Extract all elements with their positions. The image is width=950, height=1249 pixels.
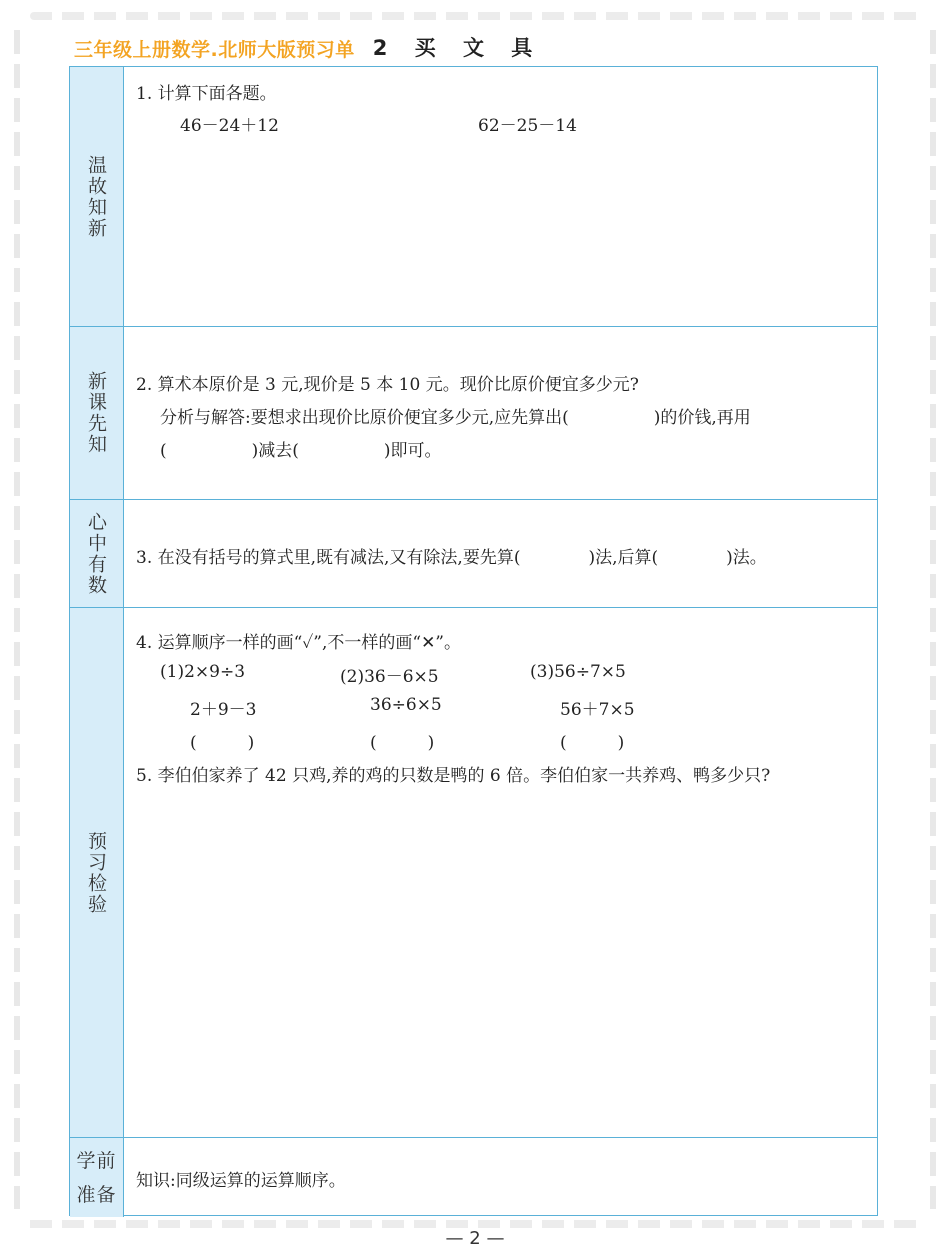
section-label: 心中有数 xyxy=(85,511,107,596)
section-label-cell xyxy=(70,327,124,499)
page-border-left xyxy=(14,30,20,1209)
question-5-title: 5. 李伯伯家养了 42 只鸡,养的鸡的只数是鸭的 6 倍。李伯伯家一共养鸡、鸭多少只? xyxy=(136,766,771,786)
page-number: — 2 — xyxy=(445,1228,505,1249)
section-check xyxy=(70,608,877,1138)
section-label-line-2: 准备 xyxy=(76,1183,117,1206)
page-header xyxy=(74,30,542,62)
section-label-cell xyxy=(70,608,124,1137)
page-border-right xyxy=(930,30,936,1209)
section-content xyxy=(124,500,877,607)
prep-knowledge-text: 知识:同级运算的运算顺序。 xyxy=(136,1171,346,1191)
section-label-cell xyxy=(70,1138,124,1217)
section-label xyxy=(77,1144,117,1212)
section-review xyxy=(70,67,877,327)
worksheet-frame xyxy=(69,66,878,1216)
section-label-line-1: 学前 xyxy=(76,1149,117,1172)
section-label-cell xyxy=(70,500,124,607)
question-4-item-1-b: 2＋9－3 xyxy=(190,700,257,720)
lesson-title: 2 买 文 具 xyxy=(372,36,543,60)
section-content xyxy=(124,608,877,1137)
question-4-item-3-b: 56＋7×5 xyxy=(560,700,635,720)
section-content xyxy=(124,1138,877,1217)
section-mind xyxy=(70,500,877,608)
question-4-item-2-a: (2)36－6×5 xyxy=(340,667,439,687)
question-1-expression-a: 46－24＋12 xyxy=(180,116,279,136)
section-preview xyxy=(70,327,877,500)
question-4-item-2-b: 36÷6×5 xyxy=(370,695,442,715)
question-4-item-1-a: (1)2×9÷3 xyxy=(160,662,246,682)
question-4-item-3-answer-blank[interactable]: ( ) xyxy=(560,733,625,753)
section-label: 新课先知 xyxy=(85,371,107,455)
brand-title: 三年级上册数学.北师大版预习单 xyxy=(74,39,355,61)
question-4-title: 4. 运算顺序一样的画“✓”,不一样的画“✕”。 xyxy=(136,633,461,653)
question-1-expression-b: 62－25－14 xyxy=(478,116,577,136)
question-1-title: 1. 计算下面各题。 xyxy=(136,84,277,104)
question-4-item-1-answer-blank[interactable]: ( ) xyxy=(190,733,255,753)
section-label: 预习检验 xyxy=(85,830,107,915)
section-label: 温故知新 xyxy=(85,154,107,239)
question-2-title: 2. 算术本原价是 3 元,现价是 5 本 10 元。现价比原价便宜多少元? xyxy=(136,375,639,395)
question-2-analysis-cont: ( )减去( )即可。 xyxy=(160,441,442,461)
section-content xyxy=(124,67,877,326)
section-prep xyxy=(70,1138,877,1217)
question-4-item-3-a: (3)56÷7×5 xyxy=(530,662,626,682)
question-5-answer-area[interactable] xyxy=(136,793,865,1127)
page-border-top xyxy=(30,12,920,20)
question-3: 3. 在没有括号的算式里,既有减法,又有除法,要先算( )法,后算( )法。 xyxy=(136,548,767,568)
question-4-item-2-answer-blank[interactable]: ( ) xyxy=(370,733,435,753)
question-2-analysis: 分析与解答:要想求出现价比原价便宜多少元,应先算出( )的价钱,再用 xyxy=(160,408,751,428)
page-border-bottom xyxy=(30,1220,920,1228)
section-content xyxy=(124,327,877,499)
section-label-cell xyxy=(70,67,124,326)
